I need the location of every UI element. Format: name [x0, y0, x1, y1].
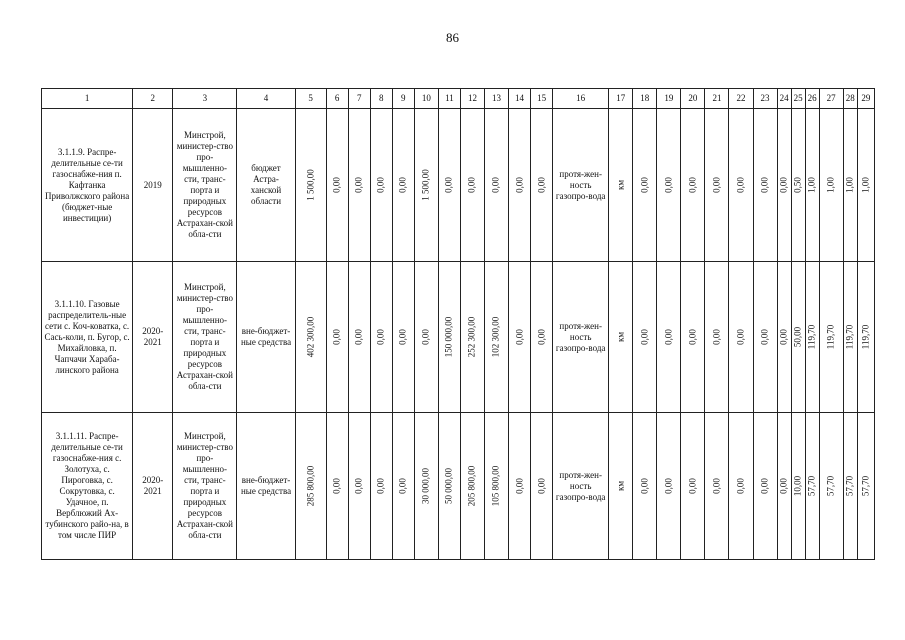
column-header: 11 — [438, 89, 460, 109]
value-cell — [843, 262, 857, 413]
indicator-cell: протя-жен-ность газопро-вода — [553, 262, 609, 413]
value-cell — [777, 109, 791, 262]
value-cell — [392, 109, 414, 262]
value-text: 0,00 — [466, 177, 477, 193]
value-text: 0,00 — [639, 177, 650, 193]
value-text: 57,70 — [825, 475, 836, 497]
value-text: 0,00 — [711, 478, 722, 494]
column-header: 13 — [484, 89, 508, 109]
value-text: 0,00 — [536, 478, 547, 494]
indicator-cell: протя-жен-ность газопро-вода — [553, 109, 609, 262]
column-header: 7 — [348, 89, 370, 109]
value-text: 0,00 — [639, 478, 650, 494]
value-cell — [348, 413, 370, 560]
value-cell — [484, 413, 508, 560]
column-header: 25 — [791, 89, 805, 109]
value-text: 119,70 — [844, 324, 855, 350]
value-cell — [729, 109, 753, 262]
value-cell — [370, 109, 392, 262]
value-cell — [705, 109, 729, 262]
value-cell — [326, 262, 348, 413]
column-header: 27 — [819, 89, 843, 109]
period-cell: 2019 — [133, 109, 173, 262]
value-cell — [414, 262, 438, 413]
value-cell — [805, 109, 819, 262]
column-header: 12 — [460, 89, 484, 109]
value-text: 57,70 — [860, 475, 871, 497]
event-name: 3.1.1.10. Газовые распределитель-ные сети с. Коч-коватка, с. Сась-коли, п. Бугор, с. Михайловка, п. Чапчачи Хараба-линского района — [42, 262, 133, 413]
source-cell: вне-бюджет-ные средства — [237, 262, 295, 413]
column-header: 3 — [173, 89, 237, 109]
value-text: 0,00 — [759, 177, 770, 193]
program-table — [41, 88, 875, 560]
value-cell — [777, 262, 791, 413]
value-text: 0,00 — [778, 329, 789, 345]
value-text: 0,50 — [792, 177, 803, 193]
value-text: 0,00 — [443, 177, 454, 193]
value-cell — [857, 413, 874, 560]
value-cell — [531, 413, 553, 560]
value-cell — [438, 109, 460, 262]
value-cell — [657, 109, 681, 262]
event-name: 3.1.1.9. Распре-делительные се-ти газоснабже-ния п. Кафтанка Приволжского района (бюджет-ные инвестиции) — [42, 109, 133, 262]
column-header: 5 — [295, 89, 326, 109]
value-cell — [729, 262, 753, 413]
page-number: 86 — [446, 30, 459, 45]
column-header: 16 — [553, 89, 609, 109]
value-text: 0,00 — [687, 478, 698, 494]
value-text: 252 300,00 — [466, 316, 477, 358]
value-cell — [681, 262, 705, 413]
value-text: 0,00 — [331, 329, 342, 345]
value-text: 10,00 — [792, 475, 803, 497]
executor-cell: Минстрой, министер-ство про-мышленно-сти, транс-порта и природных ресурсов Астрахан-ской обла-сти — [173, 262, 237, 413]
value-text: 0,00 — [375, 177, 386, 193]
column-header: 10 — [414, 89, 438, 109]
unit-cell — [609, 413, 633, 560]
value-text: 0,00 — [639, 329, 650, 345]
value-cell — [370, 262, 392, 413]
column-header: 9 — [392, 89, 414, 109]
value-text: 119,70 — [825, 324, 836, 350]
table-row — [42, 413, 875, 560]
value-cell — [777, 413, 791, 560]
value-text: 0,00 — [735, 478, 746, 494]
value-cell — [370, 413, 392, 560]
value-text: 0,00 — [375, 329, 386, 345]
column-header: 19 — [657, 89, 681, 109]
value-cell — [295, 413, 326, 560]
value-text: 0,00 — [353, 478, 364, 494]
value-cell — [657, 262, 681, 413]
value-text: 0,00 — [778, 478, 789, 494]
value-cell — [392, 413, 414, 560]
value-text: 150 000,00 — [443, 316, 454, 358]
value-text: 0,00 — [663, 329, 674, 345]
column-header: 24 — [777, 89, 791, 109]
value-text: 0,00 — [759, 329, 770, 345]
value-cell — [414, 413, 438, 560]
unit-text: км — [615, 480, 626, 492]
column-header: 15 — [531, 89, 553, 109]
column-header: 4 — [237, 89, 295, 109]
value-cell — [633, 109, 657, 262]
source-cell: бюджет Астра-ханской области — [237, 109, 295, 262]
value-cell — [509, 109, 531, 262]
column-header: 29 — [857, 89, 874, 109]
unit-cell — [609, 109, 633, 262]
value-cell — [819, 413, 843, 560]
value-cell — [805, 413, 819, 560]
column-header: 21 — [705, 89, 729, 109]
value-text: 0,00 — [759, 478, 770, 494]
period-cell: 2020-2021 — [133, 262, 173, 413]
value-cell — [681, 109, 705, 262]
value-cell — [857, 109, 874, 262]
value-text: 0,00 — [536, 177, 547, 193]
value-cell — [295, 109, 326, 262]
value-text: 0,00 — [778, 177, 789, 193]
value-text: 1,00 — [860, 177, 871, 193]
column-header: 18 — [633, 89, 657, 109]
column-header: 26 — [805, 89, 819, 109]
column-header: 20 — [681, 89, 705, 109]
column-header: 2 — [133, 89, 173, 109]
value-cell — [843, 413, 857, 560]
value-text: 119,70 — [860, 324, 871, 350]
value-cell — [348, 109, 370, 262]
unit-cell — [609, 262, 633, 413]
value-cell — [326, 413, 348, 560]
value-text: 0,00 — [514, 177, 525, 193]
value-text: 0,00 — [490, 177, 501, 193]
value-text: 0,00 — [735, 329, 746, 345]
value-text: 0,00 — [687, 177, 698, 193]
value-text: 1,00 — [825, 177, 836, 193]
value-cell — [392, 262, 414, 413]
value-cell — [509, 413, 531, 560]
value-cell — [633, 413, 657, 560]
value-text: 0,00 — [687, 329, 698, 345]
value-cell — [484, 109, 508, 262]
source-cell: вне-бюджет-ные средства — [237, 413, 295, 560]
value-text: 119,70 — [806, 324, 817, 350]
value-text: 285 800,00 — [305, 465, 316, 507]
value-cell — [681, 413, 705, 560]
value-cell — [753, 262, 777, 413]
value-cell — [843, 109, 857, 262]
value-text: 1,00 — [806, 177, 817, 193]
column-header: 23 — [753, 89, 777, 109]
value-cell — [819, 262, 843, 413]
value-cell — [484, 262, 508, 413]
table-row — [42, 262, 875, 413]
value-text: 0,00 — [514, 329, 525, 345]
value-cell — [633, 262, 657, 413]
value-cell — [438, 413, 460, 560]
unit-text: км — [615, 179, 626, 191]
period-cell: 2020-2021 — [133, 413, 173, 560]
value-cell — [460, 262, 484, 413]
value-text: 0,00 — [711, 177, 722, 193]
value-text: 1 500,00 — [305, 169, 316, 201]
value-cell — [509, 262, 531, 413]
value-cell — [295, 262, 326, 413]
value-text: 402 300,00 — [305, 316, 316, 358]
table-row — [42, 109, 875, 262]
value-text: 1 500,00 — [420, 169, 431, 201]
value-text: 0,00 — [331, 177, 342, 193]
value-text: 105 800,00 — [490, 465, 501, 507]
value-text: 0,00 — [663, 177, 674, 193]
value-text: 0,00 — [735, 177, 746, 193]
value-text: 0,00 — [375, 478, 386, 494]
value-cell — [753, 109, 777, 262]
value-cell — [438, 262, 460, 413]
value-text: 0,00 — [514, 478, 525, 494]
value-text: 50 000,00 — [443, 468, 454, 504]
value-cell — [531, 262, 553, 413]
unit-text: км — [615, 331, 626, 343]
value-text: 0,00 — [331, 478, 342, 494]
value-text: 0,00 — [711, 329, 722, 345]
value-text: 30 000,00 — [420, 468, 431, 504]
column-header: 14 — [509, 89, 531, 109]
value-cell — [460, 109, 484, 262]
value-text: 0,00 — [397, 478, 408, 494]
value-text: 0,00 — [536, 329, 547, 345]
value-cell — [531, 109, 553, 262]
value-cell — [753, 413, 777, 560]
value-text: 0,00 — [353, 329, 364, 345]
value-text: 102 300,00 — [490, 316, 501, 358]
executor-cell: Минстрой, министер-ство про-мышленно-сти, транс-порта и природных ресурсов Астрахан-ской обла-сти — [173, 109, 237, 262]
value-cell — [729, 413, 753, 560]
column-header: 22 — [729, 89, 753, 109]
value-cell — [857, 262, 874, 413]
value-cell — [705, 262, 729, 413]
value-cell — [819, 109, 843, 262]
value-cell — [791, 109, 805, 262]
column-header: 17 — [609, 89, 633, 109]
event-name: 3.1.1.11. Распре-делительные се-ти газоснабже-ния с. Золотуха, с. Пироговка, с. Сокрутовка, с. Удачное, п. Верблюжий Ах-тубинского райо-на, в том числе ПИР — [42, 413, 133, 560]
value-text: 57,70 — [844, 475, 855, 497]
column-header: 28 — [843, 89, 857, 109]
value-text: 0,00 — [353, 177, 364, 193]
value-cell — [460, 413, 484, 560]
value-cell — [414, 109, 438, 262]
value-cell — [805, 262, 819, 413]
value-text: 0,00 — [663, 478, 674, 494]
value-cell — [791, 413, 805, 560]
column-header: 1 — [42, 89, 133, 109]
value-text: 57,70 — [806, 475, 817, 497]
executor-cell: Минстрой, министер-ство про-мышленно-сти, транс-порта и природных ресурсов Астрахан-ской обла-сти — [173, 413, 237, 560]
value-cell — [348, 262, 370, 413]
value-text: 0,00 — [397, 177, 408, 193]
column-header: 8 — [370, 89, 392, 109]
value-text: 50,00 — [792, 326, 803, 348]
column-header: 6 — [326, 89, 348, 109]
value-cell — [657, 413, 681, 560]
indicator-cell: протя-жен-ность газопро-вода — [553, 413, 609, 560]
value-text: 0,00 — [397, 329, 408, 345]
value-text: 1,00 — [844, 177, 855, 193]
value-cell — [705, 413, 729, 560]
value-text: 205 800,00 — [466, 465, 477, 507]
value-cell — [326, 109, 348, 262]
value-text: 0,00 — [420, 329, 431, 345]
value-cell — [791, 262, 805, 413]
header-row — [42, 89, 875, 109]
